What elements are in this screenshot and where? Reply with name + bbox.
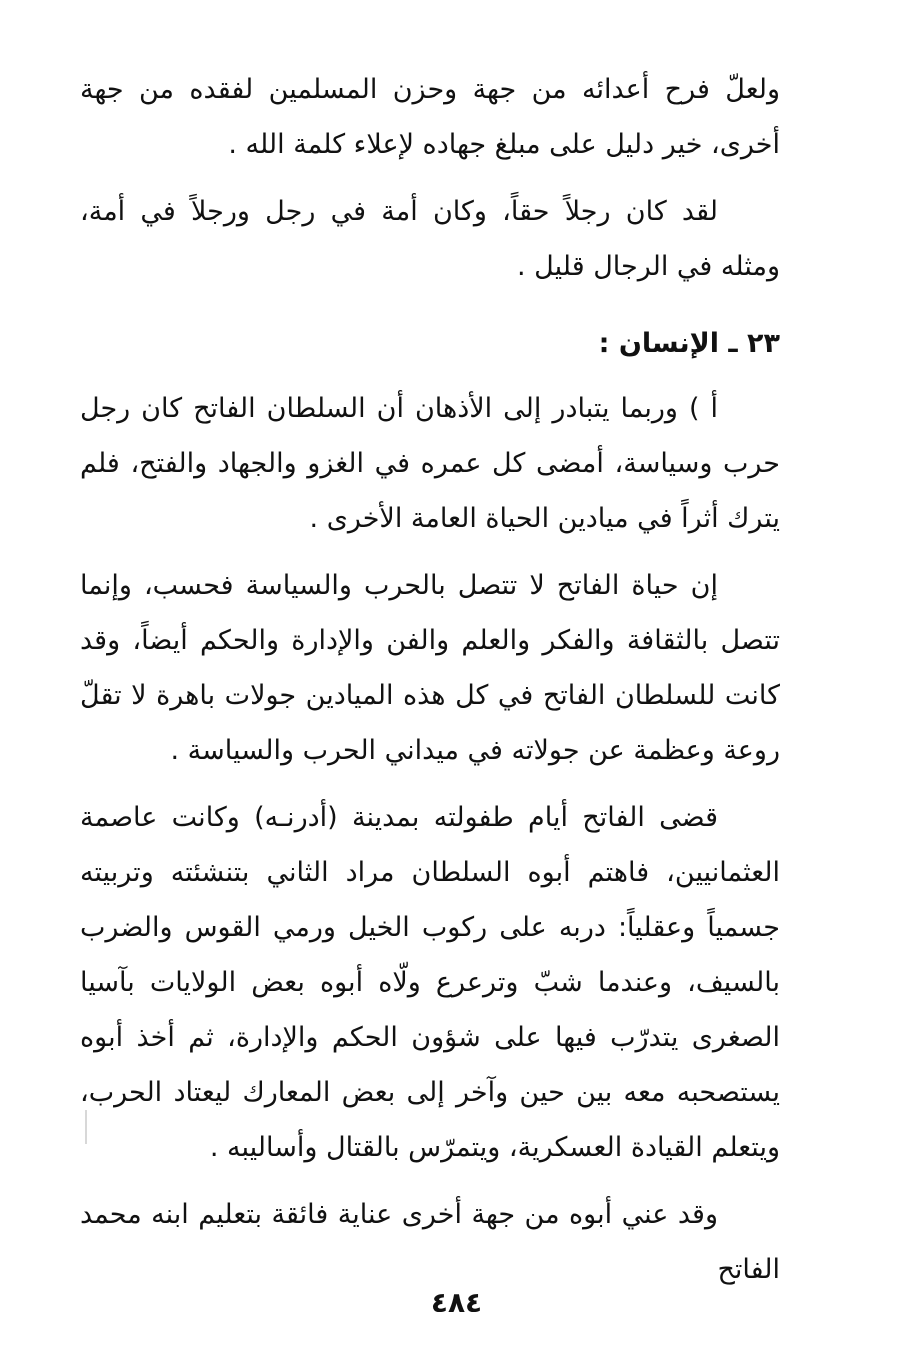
- paragraph-3: أ ) وربما يتبادر إلى الأذهان أن السلطان الفاتح كان رجل حرب وسياسة، أمضى كل عمره في الغزو والجهاد والفتح، فلم يترك أثراً في ميادين الحياة العامة الأخرى .: [80, 393, 780, 534]
- paragraph-2: لقد كان رجلاً حقاً، وكان أمة في رجل ورجلاً في أمة، ومثله في الرجال قليل .: [80, 196, 780, 282]
- paragraph-4: إن حياة الفاتح لا تتصل بالحرب والسياسة فحسب، وإنما تتصل بالثقافة والفكر والعلم والفن والإدارة والحكم أيضاً، وقد كانت للسلطان الفاتح في كل هذه الميادين جولات باهرة لا تقلّ روعة وعظمة عن جولاته في ميداني الحرب والسياسة .: [80, 570, 780, 766]
- section-heading: ٢٣ ـ الإنسان :: [598, 328, 780, 359]
- page-body: [80, 62, 780, 1309]
- paragraph-6: وقد عني أبوه من جهة أخرى عناية فائقة بتعليم ابنه محمد الفاتح: [80, 1199, 780, 1285]
- paragraph-5: قضى الفاتح أيام طفولته بمدينة (أدرنـه) وكانت عاصمة العثمانيين، فاهتم أبوه السلطان مراد الثاني بتنشئته وتربيته جسمياً وعقلياً: دربه على ركوب الخيل ورمي القوس والضرب بالسيف، وعندما شبّ وترعرع ولّاه أبوه بعض الولايات بآسيا الصغرى يتدرّب فيها على شؤون الحكم والإدارة، ثم أخذ أبوه يستصحبه معه بين حين وآخر إلى بعض المعارك ليعتاد الحرب، ويتعلم القيادة العسكرية، ويتمرّس بالقتال وأساليبه .: [80, 802, 780, 1163]
- scan-margin-mark: [85, 1110, 87, 1144]
- paragraph-1: ولعلّ فرح أعدائه من جهة وحزن المسلمين لفقده من جهة أخرى، خير دليل على مبلغ جهاده لإعلاء كلمة الله .: [80, 74, 780, 160]
- page-number: ٤٨٤: [430, 1286, 483, 1319]
